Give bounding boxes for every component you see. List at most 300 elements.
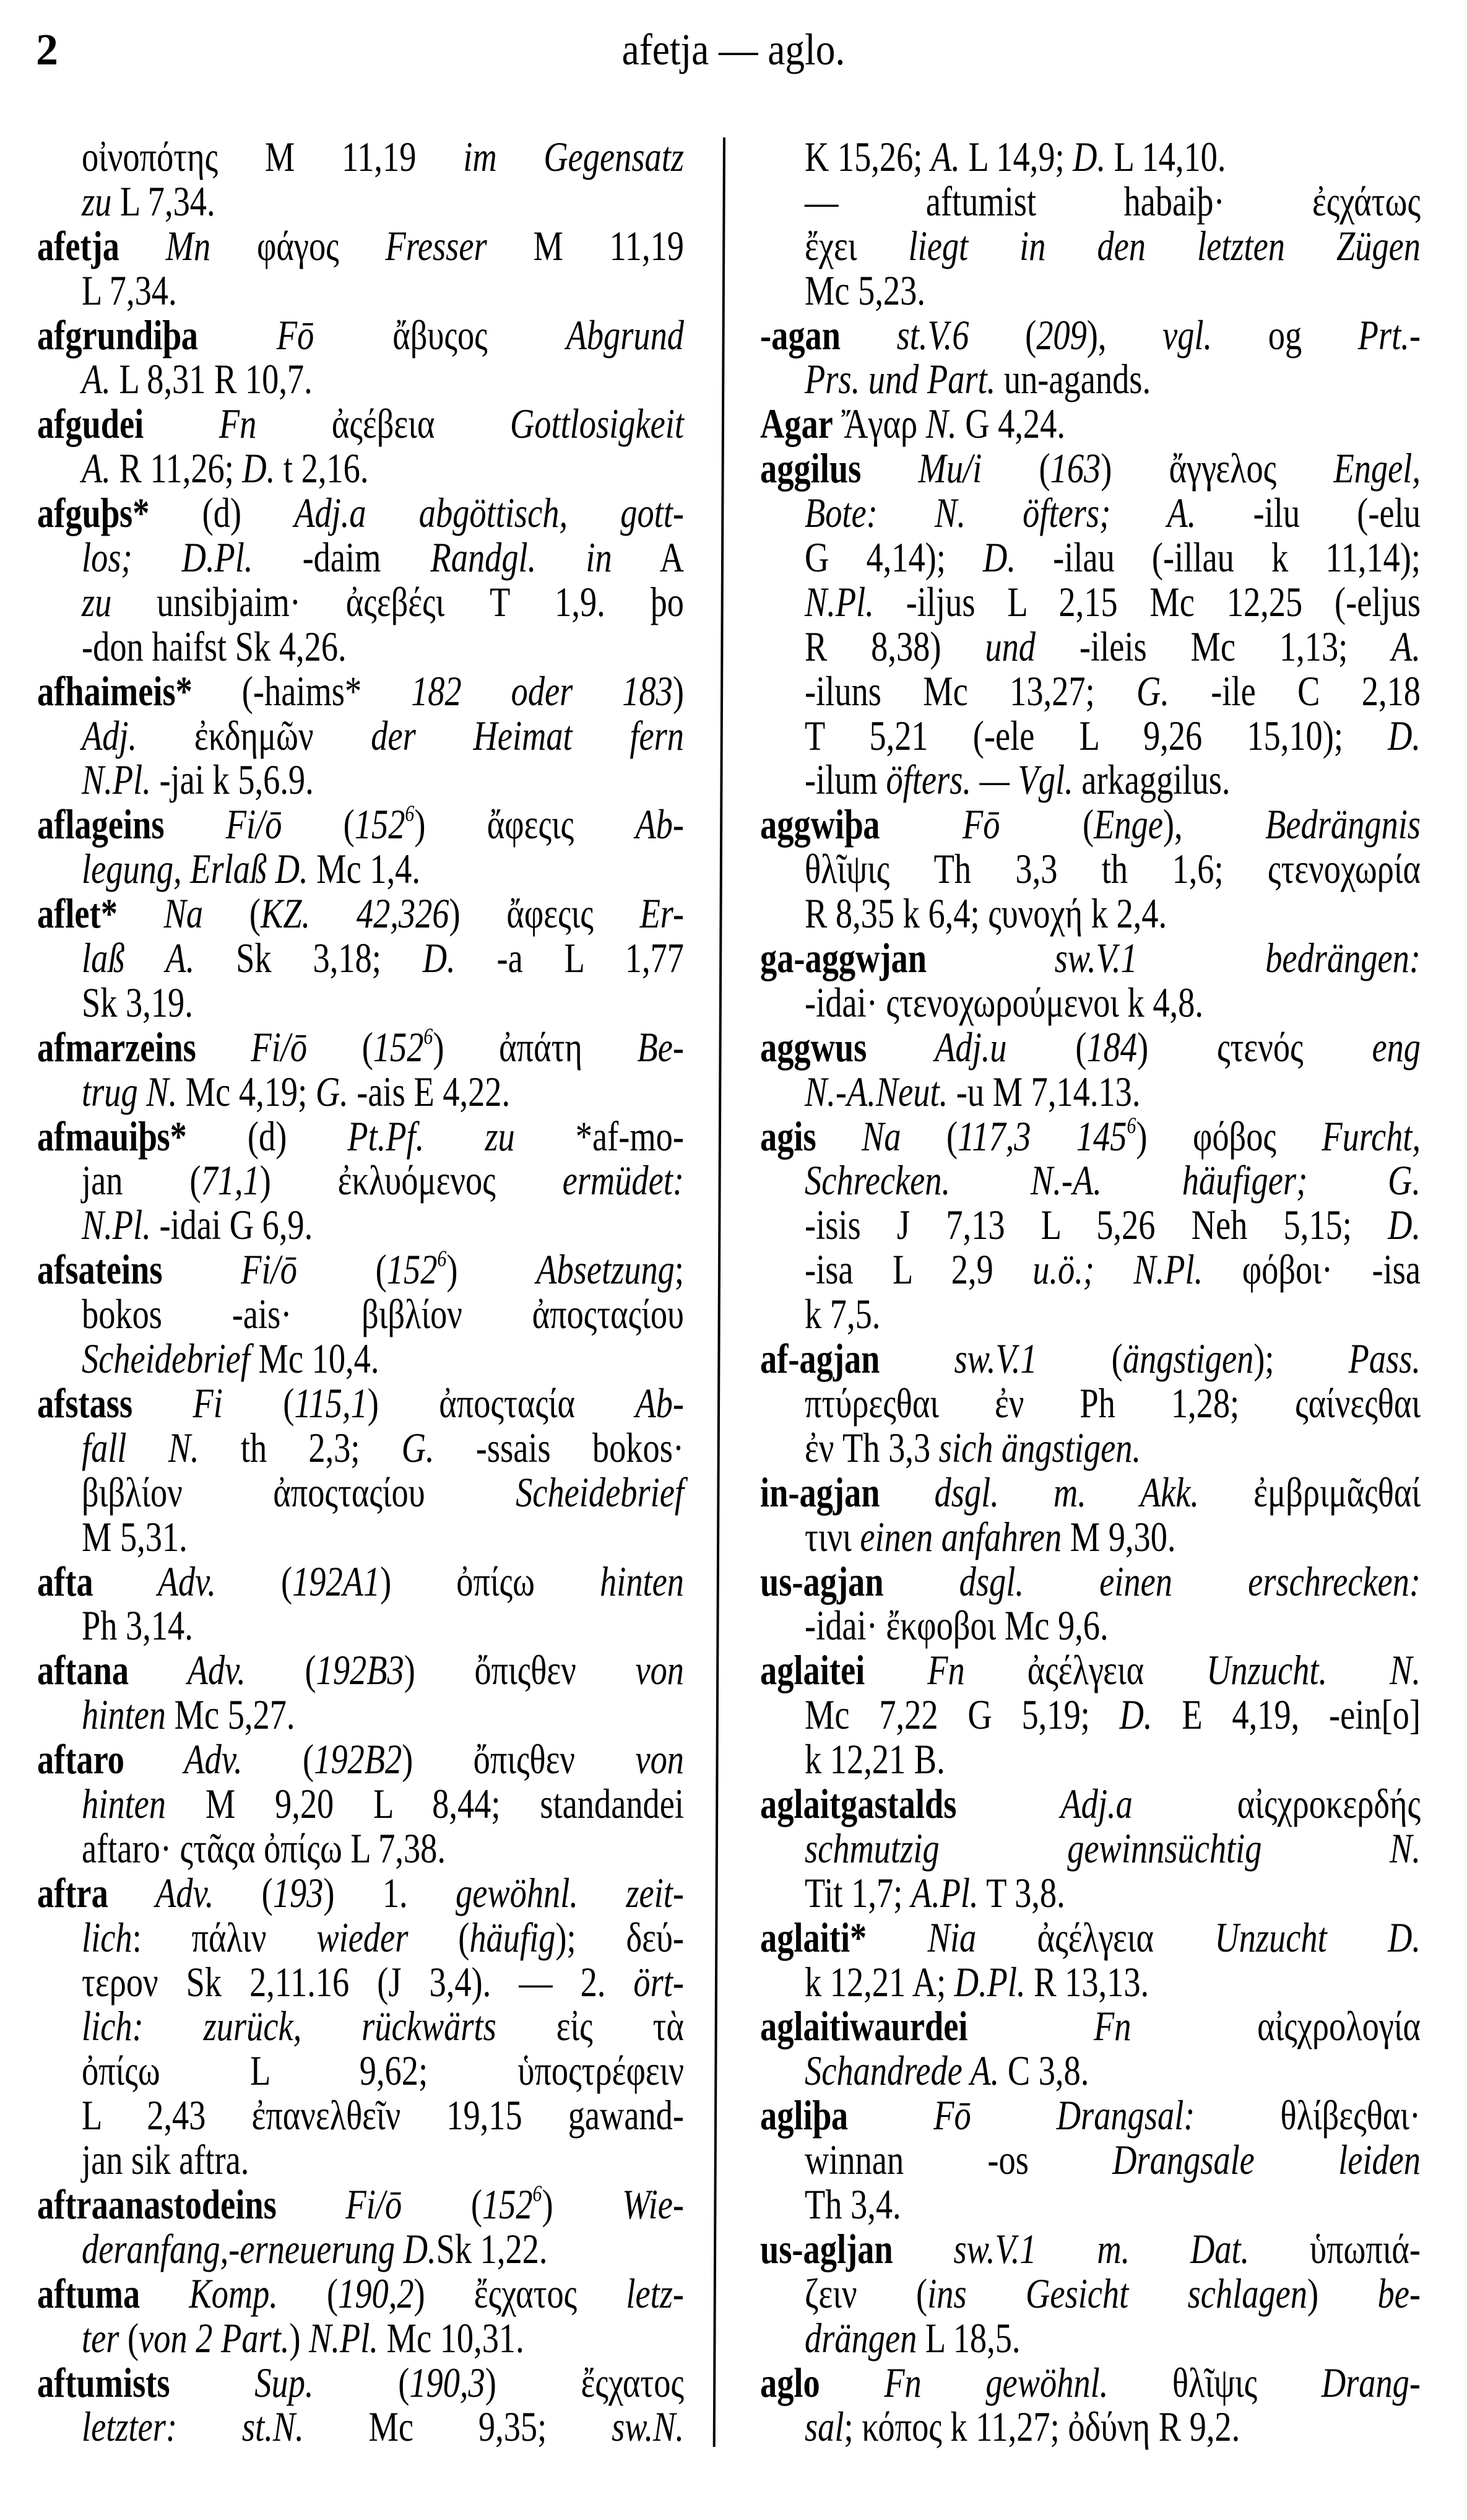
entry-continuation-line — [37, 1067, 684, 1115]
text-run: -ais E 4,22. — [348, 1067, 511, 1115]
italic-gloss: Randgl. in — [430, 534, 612, 581]
entry-continuation-line — [37, 758, 684, 802]
text-run: ( — [307, 1023, 373, 1071]
italic-gloss: be- — [1377, 2269, 1421, 2317]
italic-gloss: lich: zurück, rückwärts — [82, 2002, 496, 2050]
entry-headword-line — [760, 1114, 1421, 1159]
line-text — [805, 1693, 1421, 1737]
text-run: ) ὄπιςθεν — [402, 1736, 636, 1783]
italic-gloss: ins Gesicht schlagen — [927, 2269, 1307, 2317]
line-text — [760, 1025, 1421, 1070]
text-run: -ile C 2,18 — [1169, 667, 1421, 715]
text-run: οἰνοπότης M 11,19 — [82, 133, 464, 180]
line-text — [82, 2227, 684, 2272]
line-text — [82, 1779, 685, 1827]
text-run: Mc 7,22 G 5,19; — [805, 1691, 1120, 1739]
italic-gloss: Adv. — [108, 1869, 214, 1916]
headword: afetja — [37, 222, 166, 269]
text-run: k 12,21 B. — [805, 1736, 945, 1783]
italic-gloss: drängen — [805, 2314, 917, 2361]
italic-gloss: eng — [1372, 1023, 1421, 1071]
entry-continuation-line — [760, 1960, 1421, 2005]
text-run: αἰςχρολογία — [1131, 2002, 1421, 2050]
italic-gloss: Bote: N. öfters; A. — [805, 489, 1197, 537]
text-run: Sk 3,18; — [194, 934, 423, 982]
text-run: ) ἐκλυόμενος — [259, 1157, 563, 1204]
headword: aftraanastodeins — [37, 2180, 277, 2228]
italic-gloss: dsgl. einen erschrecken: — [883, 1557, 1421, 1605]
entry-continuation-line — [760, 1824, 1421, 1872]
italic-gloss: Adj. — [82, 711, 137, 759]
entry-continuation-line — [760, 491, 1421, 536]
italic-gloss: 190,2 — [338, 2269, 414, 2317]
line-text — [82, 711, 684, 759]
italic-gloss: N.Pl. — [309, 2314, 378, 2361]
text-run: ( — [296, 1246, 387, 1293]
line-text — [37, 1871, 684, 1916]
text-run: K 15,26; — [805, 133, 931, 180]
italic-gloss: hinten — [600, 1557, 684, 1605]
italic-gloss: 192A1 — [292, 1557, 381, 1605]
line-text — [82, 1693, 684, 1737]
line-text — [82, 622, 684, 670]
text-run: Sk 1,22. — [436, 2225, 548, 2272]
line-text — [805, 1824, 1421, 1872]
entry-continuation-line — [760, 536, 1421, 580]
text-run: Mc 9,35; — [303, 2403, 612, 2451]
entry-continuation-line — [37, 1515, 684, 1560]
line-text — [82, 1337, 684, 1381]
entry-continuation-line — [760, 2180, 1421, 2228]
line-text — [37, 802, 684, 847]
line-text — [82, 446, 684, 491]
line-text — [82, 2316, 684, 2361]
entry-continuation-line — [760, 2049, 1421, 2093]
line-text — [760, 1779, 1421, 1827]
line-text — [805, 978, 1421, 1026]
italic-gloss: N. — [925, 400, 957, 448]
text-run: -ilum — [805, 756, 886, 804]
text-run: th 2,3; — [199, 1423, 402, 1471]
entry-continuation-line — [760, 266, 1421, 314]
italic-gloss: D. — [422, 934, 456, 982]
entry-continuation-line — [37, 936, 684, 981]
text-run: -idai· ἔκφοβοι Mc 9,6. — [805, 1602, 1109, 1649]
line-text — [760, 313, 1421, 358]
italic-gloss: von — [635, 1646, 684, 1694]
text-run: -u M 7,14.13. — [948, 1067, 1141, 1115]
italic-gloss: wieder — [316, 1913, 409, 1961]
entry-headword-line — [760, 2358, 1421, 2406]
headword: afgudei — [37, 400, 144, 448]
line-text — [805, 536, 1421, 580]
entry-continuation-line — [760, 1737, 1421, 1782]
entry-continuation-line — [37, 266, 684, 314]
line-text — [805, 1067, 1421, 1115]
line-text — [805, 2138, 1421, 2183]
entry-continuation-line — [760, 978, 1421, 1026]
text-run: ) ἄγγελος — [1101, 445, 1334, 492]
line-text — [805, 1960, 1421, 2005]
italic-gloss: N.Pl. — [82, 756, 151, 804]
italic-gloss: G. — [1136, 667, 1169, 715]
headword: aggwus — [760, 1023, 867, 1071]
line-text — [805, 1423, 1421, 1471]
line-text — [760, 1648, 1421, 1693]
italic-gloss: 193 — [272, 1869, 324, 1916]
left-column — [37, 135, 684, 2449]
line-text — [760, 2093, 1421, 2138]
text-run: jan sik aftra. — [82, 2136, 249, 2184]
line-text — [760, 2004, 1421, 2049]
headword: aglo — [760, 2358, 820, 2406]
line-text — [37, 313, 684, 358]
line-text — [82, 177, 684, 225]
text-run: ) — [672, 667, 684, 715]
italic-gloss: Ab- — [635, 801, 684, 848]
headword: agliþa — [760, 2092, 849, 2139]
line-text — [805, 1737, 1421, 1782]
text-run: winnan -os — [805, 2136, 1113, 2184]
line-text — [805, 1515, 1421, 1560]
italic-gloss: Fō Drangsal: — [848, 2092, 1195, 2139]
text-run: ; κόπος k 11,27; ὀδύνη R 9,2. — [844, 2403, 1240, 2451]
headword: aglaitei — [760, 1646, 865, 1694]
line-text — [82, 758, 684, 802]
entry-headword-line — [37, 1557, 684, 1605]
text-run: ( — [408, 1913, 470, 1961]
italic-gloss: Abgrund — [566, 311, 685, 358]
italic-gloss: zu — [82, 177, 112, 225]
line-text — [37, 1025, 684, 1070]
text-run: bokos -ais· βιβλίον ἀποςταςίου — [82, 1290, 684, 1338]
text-run: (d) — [186, 1112, 348, 1160]
text-run: -don haifst Sk 4,26. — [82, 622, 347, 670]
text-run: Mc 5,27. — [165, 1691, 295, 1739]
text-run: ) ὀπίςω — [380, 1557, 600, 1605]
line-text — [37, 1737, 684, 1782]
text-run: ) ὄπιςθεν — [404, 1646, 636, 1694]
italic-gloss: 152 — [373, 1023, 424, 1071]
text-run: ) 1. — [323, 1869, 456, 1916]
text-run: L 8,31 R 10,7. — [110, 355, 313, 403]
text-run: L 18,5. — [917, 2314, 1021, 2361]
italic-gloss: öfters. — Vgl. — [886, 756, 1073, 804]
entry-headword-line — [37, 1737, 684, 1782]
italic-gloss: los; D.Pl. — [82, 534, 253, 581]
line-text — [805, 2180, 1421, 2228]
right-column — [760, 135, 1421, 2449]
headword: afhaimeis* — [37, 667, 193, 715]
text-run: ἀςέλγεια — [976, 1913, 1215, 1961]
italic-gloss: legung, Erlaß D. — [82, 845, 308, 893]
entry-headword-line — [37, 1248, 684, 1292]
italic-gloss: Schrecken. N.-A. häufiger; G. — [805, 1157, 1421, 1204]
entry-continuation-line — [760, 1871, 1421, 1916]
superscript: 6 — [405, 801, 415, 827]
entry-continuation-line — [760, 2405, 1421, 2449]
entry-continuation-line — [37, 2004, 684, 2049]
text-run: Th 3,4. — [805, 2180, 901, 2228]
italic-gloss: Drangsale leiden — [1112, 2136, 1421, 2184]
entry-headword-line — [760, 2004, 1421, 2049]
line-text — [760, 2227, 1421, 2272]
line-text — [760, 1468, 1421, 1516]
line-text — [37, 491, 684, 536]
headword: us-agjan — [760, 1557, 884, 1605]
text-run: ( — [402, 2180, 482, 2228]
italic-gloss: ängstigen — [1122, 1335, 1254, 1383]
text-run: M 11,19 — [487, 222, 684, 269]
italic-gloss: Adv. — [93, 1557, 216, 1605]
column-divider — [713, 137, 725, 2447]
entry-headword-line — [760, 402, 1421, 446]
italic-gloss: Fn — [967, 2002, 1132, 2050]
text-run: Tit 1,7; — [805, 1869, 911, 1916]
italic-gloss: Fi/ō — [276, 2180, 402, 2228]
italic-gloss: KZ. 42,326 — [261, 890, 449, 937]
text-run: L 14,9; — [959, 133, 1073, 180]
text-run: ( — [119, 2314, 139, 2361]
entry-headword-line — [760, 2227, 1421, 2272]
superscript: 6 — [532, 2181, 542, 2207]
text-run: ( — [245, 1646, 316, 1694]
superscript: 6 — [437, 1246, 447, 1272]
text-run: ) ςτενός — [1137, 1023, 1372, 1071]
text-run: ) ἀπάτη — [433, 1023, 638, 1071]
entry-continuation-line — [37, 711, 684, 759]
text-run: ( — [1006, 1023, 1087, 1071]
italic-gloss: 117,3 145 — [958, 1112, 1127, 1160]
line-text — [82, 1960, 684, 2005]
entry-continuation-line — [760, 1693, 1421, 1737]
italic-gloss: N.Pl. — [805, 578, 874, 625]
line-text — [805, 357, 1421, 402]
italic-gloss: Drang- — [1321, 2358, 1421, 2406]
line-text — [37, 2180, 684, 2228]
italic-gloss: D. — [983, 534, 1016, 581]
text-run: ( — [203, 890, 261, 937]
text-run: -jai k 5,6.9. — [150, 756, 314, 804]
entry-continuation-line — [760, 1203, 1421, 1248]
headword: afta — [37, 1557, 93, 1605]
text-run: αἰςχροκερδής — [1132, 1779, 1421, 1827]
line-text — [82, 357, 684, 402]
text-run: ) ἄφεςις — [449, 890, 640, 937]
italic-gloss: letzter: st.N. — [82, 2403, 304, 2451]
superscript: 6 — [423, 1023, 433, 1049]
line-text — [82, 1423, 684, 1471]
line-text — [805, 491, 1421, 536]
text-run: -isis J 7,13 L 5,26 Neh 5,15; — [805, 1201, 1388, 1249]
italic-gloss: Fō — [198, 311, 314, 358]
entry-continuation-line — [37, 2316, 684, 2361]
italic-gloss: hinten — [82, 1779, 166, 1827]
entry-continuation-line — [37, 1423, 684, 1471]
italic-gloss: vgl. — [1162, 311, 1213, 358]
line-text — [82, 1067, 684, 1115]
text-run: -ilau (-illau k 11,14); — [1015, 534, 1421, 581]
italic-gloss: Ab- — [635, 1379, 684, 1427]
line-text — [760, 1114, 1421, 1159]
text-run: ( — [982, 445, 1050, 492]
text-run: ( — [901, 1112, 958, 1160]
line-text — [805, 224, 1421, 269]
italic-gloss: sw.V.1 bedrängen: — [926, 934, 1421, 982]
text-run: ὑπωπιά- — [1249, 2225, 1421, 2272]
entry-continuation-line — [760, 1381, 1421, 1426]
line-text — [82, 580, 684, 625]
text-run: k 12,21 A; — [805, 1958, 954, 2005]
line-text — [37, 2269, 684, 2317]
entry-continuation-line — [760, 1604, 1421, 1648]
headword: aftra — [37, 1869, 108, 1916]
line-text — [805, 1604, 1421, 1648]
line-text — [760, 936, 1421, 981]
entry-continuation-line — [37, 2093, 684, 2138]
entry-continuation-line — [37, 2405, 684, 2449]
text-run: k 7,5. — [805, 1290, 881, 1338]
entry-continuation-line — [37, 580, 684, 625]
text-run: -ileis Mc 1,13; — [1035, 622, 1392, 670]
headword: afmauiþs* — [37, 1112, 187, 1160]
italic-gloss: A.Pl. — [911, 1869, 979, 1916]
entry-continuation-line — [37, 177, 684, 225]
text-run: ( — [282, 801, 355, 848]
headword: aggwiþa — [760, 801, 880, 848]
line-text — [760, 446, 1421, 491]
text-run: L 2,43 ἐπανελθεῖν 19,15 gawand- — [82, 2092, 684, 2139]
italic-gloss: Unzucht. N. — [1206, 1646, 1421, 1694]
entry-headword-line — [37, 313, 684, 358]
headword: aftana — [37, 1646, 129, 1694]
text-run: βιβλίον ἀποςταςίου — [82, 1468, 516, 1516]
text-run: ( — [969, 311, 1037, 358]
text-run: ζειν ( — [805, 2269, 928, 2317]
line-text — [805, 847, 1421, 892]
entry-continuation-line — [37, 2138, 684, 2183]
text-run: ( — [222, 1379, 295, 1427]
line-text — [82, 2138, 684, 2183]
line-text — [805, 1158, 1421, 1203]
text-run: — aftumist habaiþ· ἐςχάτως — [805, 177, 1421, 225]
italic-gloss: sw.N. — [612, 2403, 684, 2451]
line-text — [82, 1292, 684, 1337]
italic-gloss: Pt.Pf. zu — [347, 1112, 515, 1160]
italic-gloss: G. — [401, 1423, 435, 1471]
entry-headword-line — [37, 1648, 684, 1693]
text-run: jan ( — [82, 1157, 201, 1204]
italic-gloss: Bedrängnis — [1265, 801, 1421, 848]
italic-gloss: Adj.a — [956, 1779, 1133, 1827]
line-text — [82, 1158, 684, 1203]
italic-gloss: 190,3 — [409, 2358, 485, 2406]
entry-headword-line — [37, 1871, 684, 1916]
italic-gloss: 115,1 — [294, 1379, 368, 1427]
headword: Agar — [760, 400, 833, 448]
italic-gloss: Pass. — [1348, 1335, 1421, 1383]
text-run: ( — [215, 1557, 293, 1605]
text-run: ( — [277, 2269, 339, 2317]
entry-headword-line — [760, 1557, 1421, 1605]
italic-gloss: D.Pl. — [954, 1958, 1026, 2005]
text-run: ) ἄφεςις — [414, 801, 636, 848]
entry-headword-line — [760, 313, 1421, 358]
italic-gloss: Furcht, — [1322, 1112, 1421, 1160]
headword: aglaitgastalds — [760, 1779, 957, 1827]
text-run: ( — [1037, 1335, 1123, 1383]
italic-gloss: gewöhnl. zeit- — [456, 1869, 684, 1916]
entry-continuation-line — [37, 1203, 684, 1248]
italic-gloss: Na — [816, 1112, 901, 1160]
page-number: 2 — [36, 25, 58, 74]
entry-headword-line — [37, 669, 684, 714]
text-run: R 8,35 k 6,4; ςυνοχή k 2,4. — [805, 890, 1167, 937]
superscript: 6 — [1127, 1113, 1136, 1139]
italic-gloss: A. — [82, 355, 111, 403]
entry-continuation-line — [37, 536, 684, 580]
line-text — [805, 1292, 1421, 1337]
entry-continuation-line — [37, 978, 684, 1026]
line-text — [37, 1114, 684, 1159]
entry-continuation-line — [760, 1067, 1421, 1115]
italic-gloss: Unzucht D. — [1214, 1913, 1421, 1961]
entry-headword-line — [760, 2093, 1421, 2138]
entry-continuation-line — [760, 357, 1421, 402]
line-text — [805, 580, 1421, 625]
entry-headword-line — [37, 1025, 684, 1070]
text-run: ), — [1162, 801, 1266, 848]
text-run: T 3,8. — [978, 1869, 1065, 1916]
line-text — [805, 135, 1421, 180]
italic-gloss: Sup. — [170, 2358, 314, 2406]
line-text — [82, 978, 684, 1026]
line-text — [37, 1248, 684, 1292]
text-run: ( — [214, 1869, 273, 1916]
text-run: un-agands. — [995, 355, 1151, 403]
headword: aftaro — [37, 1736, 124, 1783]
entry-headword-line — [760, 1913, 1421, 1961]
text-run: ἄβυςος — [314, 311, 566, 358]
entry-headword-line — [37, 224, 684, 269]
italic-gloss: Wie- — [622, 2180, 684, 2228]
text-run: Ph 3,14. — [82, 1602, 193, 1649]
headword: agis — [760, 1112, 816, 1160]
text-run: G 4,14); — [805, 534, 984, 581]
line-text — [760, 1557, 1421, 1605]
entry-continuation-line — [760, 135, 1421, 180]
italic-gloss: liegt in den letzten Zügen — [908, 222, 1421, 269]
italic-gloss: D. — [1388, 1201, 1421, 1249]
text-run: R 11,26; — [110, 445, 243, 492]
headword: aflet* — [37, 890, 118, 937]
italic-gloss: Fn gewöhnl. — [820, 2358, 1109, 2406]
text-run: ) — [542, 2180, 623, 2228]
italic-gloss: Schandrede A. — [805, 2047, 1000, 2095]
text-run: G 4,24. — [956, 400, 1065, 448]
line-text — [37, 402, 684, 446]
entry-continuation-line — [760, 1423, 1421, 1471]
headword: aflageins — [37, 801, 165, 848]
entry-continuation-line — [760, 711, 1421, 759]
text-run: ) — [289, 2314, 309, 2361]
italic-gloss: Nia — [867, 1913, 977, 1961]
italic-gloss: ermüdet: — [562, 1157, 684, 1204]
italic-gloss: letz- — [626, 2269, 684, 2317]
italic-gloss: von — [635, 1736, 684, 1783]
line-text — [82, 1824, 684, 1872]
line-text — [37, 2358, 684, 2406]
